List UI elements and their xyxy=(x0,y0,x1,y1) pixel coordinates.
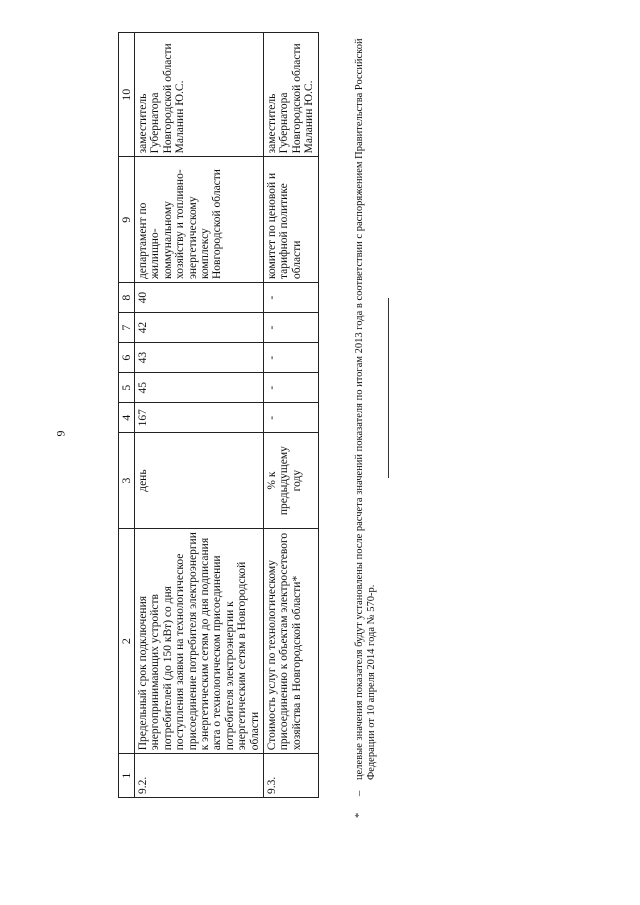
header-cell: 1 xyxy=(119,754,135,798)
value-cell: - xyxy=(264,373,319,403)
indicator-name: Предельный срок подключения энергопринимающих устройств потребителей (до 150 кВт) со дня поступления заявки на технологическое присоединение потребителя электроэнергии к энергетическим сетям до дня подписания акта о технологическом присоединении потребителя электроэнергии к энергетическим сетям в Новгородской области xyxy=(134,528,263,753)
unit: % к предыдущему году xyxy=(264,433,319,529)
responsible-official: заместитель Губернатора Новгородской области Маланин Ю.С. xyxy=(134,33,263,157)
header-cell: 2 xyxy=(119,528,135,753)
end-divider xyxy=(388,298,389,478)
responsible-official: заместитель Губернатора Новгородской области Маланин Ю.С. xyxy=(264,33,319,157)
page-number: 9 xyxy=(53,430,68,437)
header-cell: 3 xyxy=(119,433,135,529)
value-cell: - xyxy=(264,283,319,313)
footnote xyxy=(354,28,378,818)
header-cell: 6 xyxy=(119,343,135,373)
header-cell: 4 xyxy=(119,403,135,433)
row-number: 9.2. xyxy=(134,754,263,798)
responsible-body: департамент по жилищно-коммунальному хозяйству и топливно-энергетическому комплексу Новгородской области xyxy=(134,157,263,283)
row-number: 9.3. xyxy=(264,754,319,798)
table-row xyxy=(134,33,263,798)
rotated-page-content xyxy=(0,13,640,858)
responsible-body: комитет по ценовой и тарифной политике области xyxy=(264,157,319,283)
value-cell: 42 xyxy=(134,313,263,343)
footnote-dash: – xyxy=(354,790,365,796)
footnote-mark: * xyxy=(354,812,365,818)
value-cell: 40 xyxy=(134,283,263,313)
value-cell: - xyxy=(264,343,319,373)
footnote-text: целевые значения показателя будут установлены после расчета значений показателя по итогам 2013 года в соответствии с распоряжением Правительства Российской Федерации от 10 апреля 2014 года № 570-р. xyxy=(354,38,378,780)
table-header-row xyxy=(119,33,135,798)
header-cell: 10 xyxy=(119,33,135,157)
value-cell: 167 xyxy=(134,403,263,433)
indicator-name: Стоимость услуг по технологическому присоединению к объектам электросетевого хозяйства в Новгородской области* xyxy=(264,528,319,753)
header-cell: 9 xyxy=(119,157,135,283)
value-cell: 43 xyxy=(134,343,263,373)
header-cell: 8 xyxy=(119,283,135,313)
value-cell: - xyxy=(264,403,319,433)
unit: день xyxy=(134,433,263,529)
header-cell: 7 xyxy=(119,313,135,343)
indicators-table xyxy=(118,32,319,798)
value-cell: - xyxy=(264,313,319,343)
value-cell: 45 xyxy=(134,373,263,403)
table-row xyxy=(264,33,319,798)
header-cell: 5 xyxy=(119,373,135,403)
